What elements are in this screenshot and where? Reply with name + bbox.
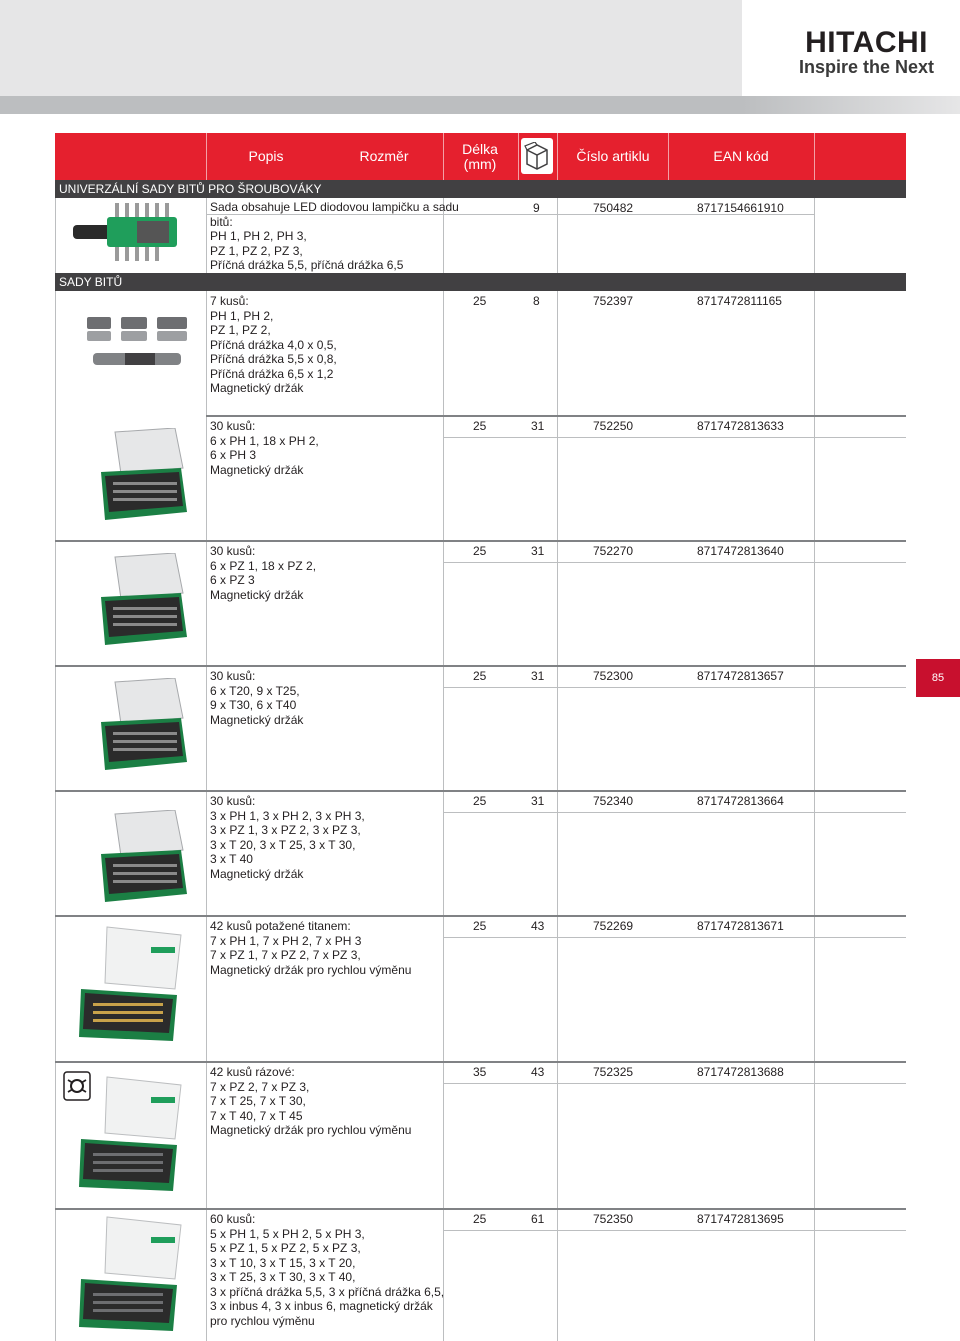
row-delka: 35 <box>473 1065 487 1079</box>
header-rozmer: Rozměr <box>359 148 409 164</box>
row-separator <box>55 1208 906 1210</box>
header-divider <box>557 133 558 180</box>
row-rozmer: 31 <box>531 544 545 558</box>
row-description: 42 kusů rázové: 7 x PZ 2, 7 x PZ 3, 7 x T 25, 7 x T 30, 7 x T 40, 7 x T 45 Magnetický držák pro rychlou výměnu <box>210 1065 412 1137</box>
product-image-30pc-torx <box>95 678 195 778</box>
grid-line <box>443 180 444 1341</box>
row-cislo: 752269 <box>593 919 634 933</box>
section-sady-bitu: SADY BITŮ <box>55 273 906 291</box>
header-divider <box>443 133 444 180</box>
row-ean: 8717154661910 <box>697 201 784 215</box>
header-band <box>0 0 742 96</box>
row-ean: 8717472813640 <box>697 544 784 558</box>
row-cislo: 750482 <box>593 201 634 215</box>
row-cislo: 752300 <box>593 669 634 683</box>
row-ean: 8717472813633 <box>697 419 784 433</box>
row-rozmer: 43 <box>531 1065 545 1079</box>
table-header <box>55 133 906 180</box>
row-rozmer: 61 <box>531 1212 545 1226</box>
row-separator <box>55 915 906 917</box>
header-delka: Délka (mm) <box>462 140 498 172</box>
grid-line <box>557 198 558 1341</box>
row-description: 30 kusů: 3 x PH 1, 3 x PH 2, 3 x PH 3, 3 x PZ 1, 3 x PZ 2, 3 x PZ 3, 3 x T 20, 3 x T 25, 3 x T 30, 3 x T 40 Magnetický držák <box>210 794 365 881</box>
value-underline <box>443 937 906 938</box>
row-description: 30 kusů: 6 x PH 1, 18 x PH 2, 6 x PH 3 Magnetický držák <box>210 419 319 477</box>
row-ean: 8717472813695 <box>697 1212 784 1226</box>
row-delka: 25 <box>473 294 487 308</box>
value-underline <box>443 1083 906 1084</box>
row-cislo: 752270 <box>593 544 634 558</box>
row-description: 42 kusů potažené titanem: 7 x PH 1, 7 x PH 2, 7 x PH 3 7 x PZ 1, 7 x PZ 2, 7 x PZ 3, Magnetický držák pro rychlou výměnu <box>210 919 412 977</box>
header-divider <box>814 133 815 180</box>
row-separator <box>55 665 906 667</box>
value-underline <box>443 562 906 563</box>
product-image-42pc-titan <box>77 925 187 1045</box>
row-ean: 8717472813664 <box>697 794 784 808</box>
row-ean: 8717472813688 <box>697 1065 784 1079</box>
product-image-60pc <box>77 1215 187 1335</box>
row-cislo: 752250 <box>593 419 634 433</box>
row-rozmer: 31 <box>531 419 545 433</box>
product-table <box>55 133 906 1341</box>
header-popis: Popis <box>248 148 284 164</box>
row-description: 30 kusů: 6 x T20, 9 x T25, 9 x T30, 6 x T40 Magnetický držák <box>210 669 304 727</box>
header-divider <box>518 133 519 180</box>
product-image-30pc-pz <box>95 553 195 653</box>
grid-line <box>814 198 815 1341</box>
row-description: 7 kusů: PH 1, PH 2, PZ 1, PZ 2, Příčná drážka 4,0 x 0,5, Příčná drážka 5,5 x 0,8, Příčná drážka 6,5 x 1,2 Magnetický držák <box>210 294 337 395</box>
row-description: Sada obsahuje LED diodovou lampičku a sadu bitů: PH 1, PH 2, PH 3, PZ 1, PZ 2, PZ 3, Příčná drážka 5,5, příčná drážka 6,5 <box>210 200 459 272</box>
row-cislo: 752340 <box>593 794 634 808</box>
grid-line <box>206 180 207 1341</box>
row-cislo: 752397 <box>593 294 634 308</box>
value-underline <box>443 812 906 813</box>
row-rozmer: 43 <box>531 919 545 933</box>
brand-block <box>742 0 960 114</box>
grid-line <box>55 180 56 1341</box>
row-delka: 25 <box>473 419 487 433</box>
row-delka: 25 <box>473 794 487 808</box>
brand-rule <box>742 96 960 114</box>
row-ean: 8717472813657 <box>697 669 784 683</box>
row-delka: 25 <box>473 1212 487 1226</box>
row-delka: 25 <box>473 919 487 933</box>
row-cislo: 752350 <box>593 1212 634 1226</box>
row-cislo: 752325 <box>593 1065 634 1079</box>
brand-logo: HITACHI <box>805 26 928 59</box>
row-description: 60 kusů: 5 x PH 1, 5 x PH 2, 5 x PH 3, 5 x PZ 1, 5 x PZ 2, 5 x PZ 3, 3 x T 10, 3 x T 15, 3 x T 20, 3 x T 25, 3 x T 30, 3 x T 40, 3 x příčná drážka 5,5, 3 x příčná drážka 6,5, 3 x inbus 4, 3 x inbus 6, magnetický držák pro rychlou výměnu <box>210 1212 445 1328</box>
section-univerzalni: UNIVERZÁLNÍ SADY BITŮ PRO ŠROUBOVÁKY <box>55 180 906 198</box>
value-underline <box>443 687 906 688</box>
row-rozmer: 31 <box>531 794 545 808</box>
header-cislo: Číslo artiklu <box>576 148 650 164</box>
product-image-42pc-impact <box>77 1075 187 1195</box>
header-divider <box>668 133 669 180</box>
row-rozmer: 31 <box>531 669 545 683</box>
row-ean: 8717472811165 <box>697 294 782 308</box>
row-rozmer: 9 <box>533 201 540 215</box>
product-image-30pc-mix <box>95 810 195 910</box>
row-separator <box>55 540 906 542</box>
value-underline <box>443 1230 906 1231</box>
header-ean: EAN kód <box>713 148 769 164</box>
header-divider <box>206 133 207 180</box>
header-rule <box>0 96 742 114</box>
row-separator <box>55 790 906 792</box>
row-rozmer: 8 <box>533 294 540 308</box>
brand-tagline: Inspire the Next <box>798 57 934 77</box>
value-underline <box>443 437 906 438</box>
row-separator <box>55 1061 906 1063</box>
package-icon <box>521 138 553 174</box>
row-description: 30 kusů: 6 x PZ 1, 18 x PZ 2, 6 x PZ 3 Magnetický držák <box>210 544 317 602</box>
product-image-led-bitset <box>67 201 179 271</box>
product-image-30pc-ph <box>95 428 195 528</box>
product-image-7pc-set <box>85 311 190 371</box>
row-separator <box>206 415 906 417</box>
row-delka: 25 <box>473 544 487 558</box>
page-number-tab: 85 <box>916 659 960 697</box>
row-ean: 8717472813671 <box>697 919 784 933</box>
row-delka: 25 <box>473 669 487 683</box>
